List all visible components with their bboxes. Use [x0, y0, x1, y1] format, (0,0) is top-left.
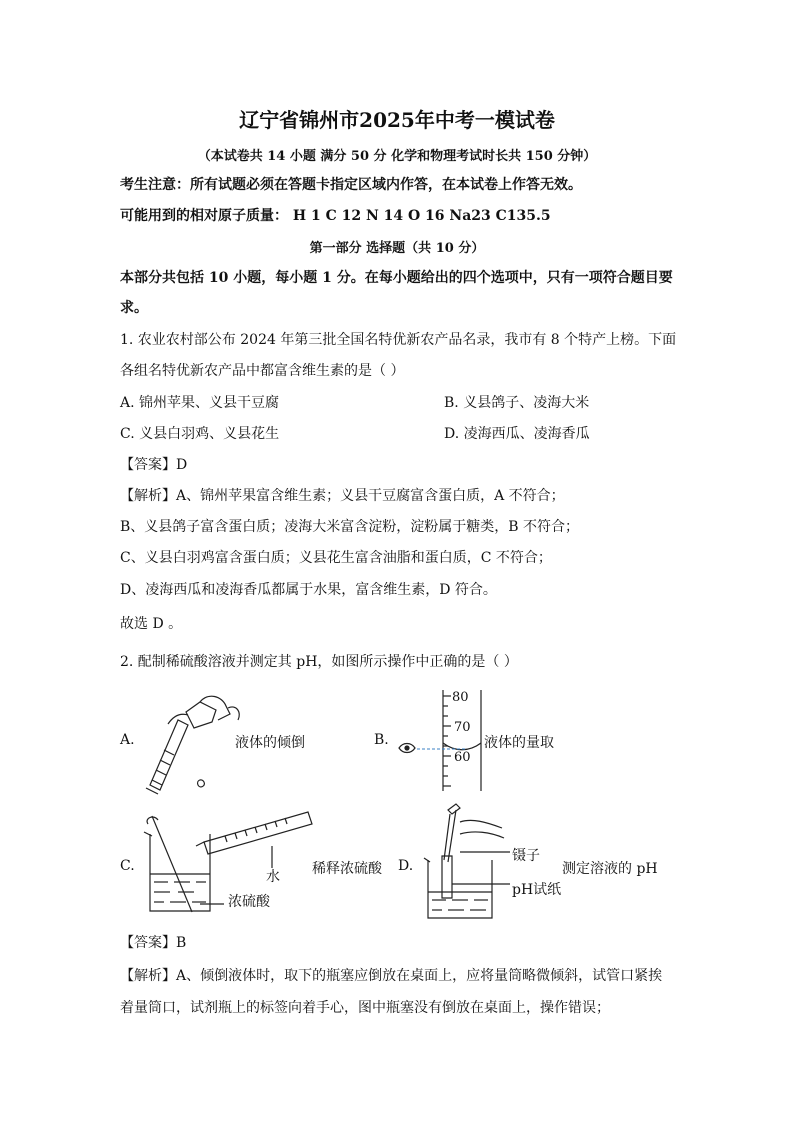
ph-paper-label: pH试纸: [512, 882, 562, 898]
page-subtitle: （本试卷共 14 小题 满分 50 分 化学和物理考试时长共 150 分钟）: [197, 149, 597, 164]
ph-test-figure: [420, 800, 520, 920]
q2-option-d-letter: D.: [398, 858, 414, 874]
q1-answer: 【答案】D: [120, 457, 188, 473]
q1-option-c: C. 义县白羽鸡、义县花生: [120, 426, 280, 442]
b-tick-80: 80: [452, 690, 469, 705]
notice: 考生注意：所有试题必须在答题卡指定区域内作答，在本试卷上作答无效。: [120, 177, 582, 193]
part-intro-1: 本部分共包括 10 小题，每小题 1 分。在每小题给出的四个选项中，只有一项符合题目要: [120, 270, 673, 286]
measuring-cylinder-figure: [395, 688, 485, 793]
q2-option-c-letter: C.: [120, 858, 135, 874]
q1-stem-2: 各组名特优新农产品中都富含维生素的是（ ）: [120, 363, 405, 379]
q2-stem: 2. 配制稀硫酸溶液并测定其 pH，如图所示操作中正确的是（ ）: [120, 654, 518, 670]
tweezers-label: 镊子: [512, 848, 540, 864]
page-title: 辽宁省锦州市2025年中考一模试卷: [239, 108, 555, 132]
q2-answer: 【答案】B: [120, 935, 187, 951]
q1-option-a: A. 锦州苹果、义县干豆腐: [120, 395, 280, 411]
q2-analysis-1: 【解析】A、倾倒液体时，取下的瓶塞应倒放在桌面上，应将量筒略微倾斜，试管口紧挨: [120, 968, 663, 984]
q1-analysis-3: C、义县白羽鸡富含蛋白质；义县花生富含油脂和蛋白质，C 不符合；: [120, 550, 552, 566]
atomic-mass: 可能用到的相对原子质量： H 1 C 12 N 14 O 16 Na23 C135.5: [120, 208, 551, 224]
q2-option-c-caption: 稀释浓硫酸: [312, 861, 382, 877]
q2-option-b-caption: 液体的量取: [484, 735, 554, 751]
q2-option-a-caption: 液体的倾倒: [235, 735, 305, 751]
q1-analysis-1: 【解析】A、锦州苹果富含维生素；义县干豆腐富含蛋白质，A 不符合；: [120, 488, 565, 504]
part-intro-2: 求。: [120, 300, 148, 316]
q1-analysis-4: D、凌海西瓜和凌海香瓜都属于水果，富含维生素，D 符合。: [120, 582, 497, 598]
q2-option-b-letter: B.: [374, 732, 389, 748]
conc-acid-label: 浓硫酸: [228, 894, 270, 910]
pouring-liquid-figure: [138, 690, 248, 800]
b-tick-70: 70: [454, 720, 471, 735]
water-label: 水: [266, 869, 280, 885]
q1-stem-1: 1. 农业农村部公布 2024 年第三批全国名特优新农产品名录，我市有 8 个特产上榜。下面: [120, 332, 677, 348]
b-tick-60: 60: [454, 750, 471, 765]
q2-option-a-letter: A.: [120, 732, 135, 748]
q1-option-b: B. 义县鸽子、凌海大米: [444, 395, 590, 411]
q2-analysis-2: 着量筒口，试剂瓶上的标签向着手心，图中瓶塞没有倒放在桌面上，操作错误；: [120, 1000, 610, 1016]
q1-option-d: D. 凌海西瓜、凌海香瓜: [444, 426, 590, 442]
q1-conclusion: 故选 D 。: [120, 616, 183, 632]
part-heading: 第一部分 选择题（共 10 分）: [309, 241, 485, 256]
q2-option-d-caption: 测定溶液的 pH: [562, 861, 658, 877]
q1-analysis-2: B、义县鸽子富含蛋白质；凌海大米富含淀粉，淀粉属于糖类，B 不符合；: [120, 519, 580, 535]
